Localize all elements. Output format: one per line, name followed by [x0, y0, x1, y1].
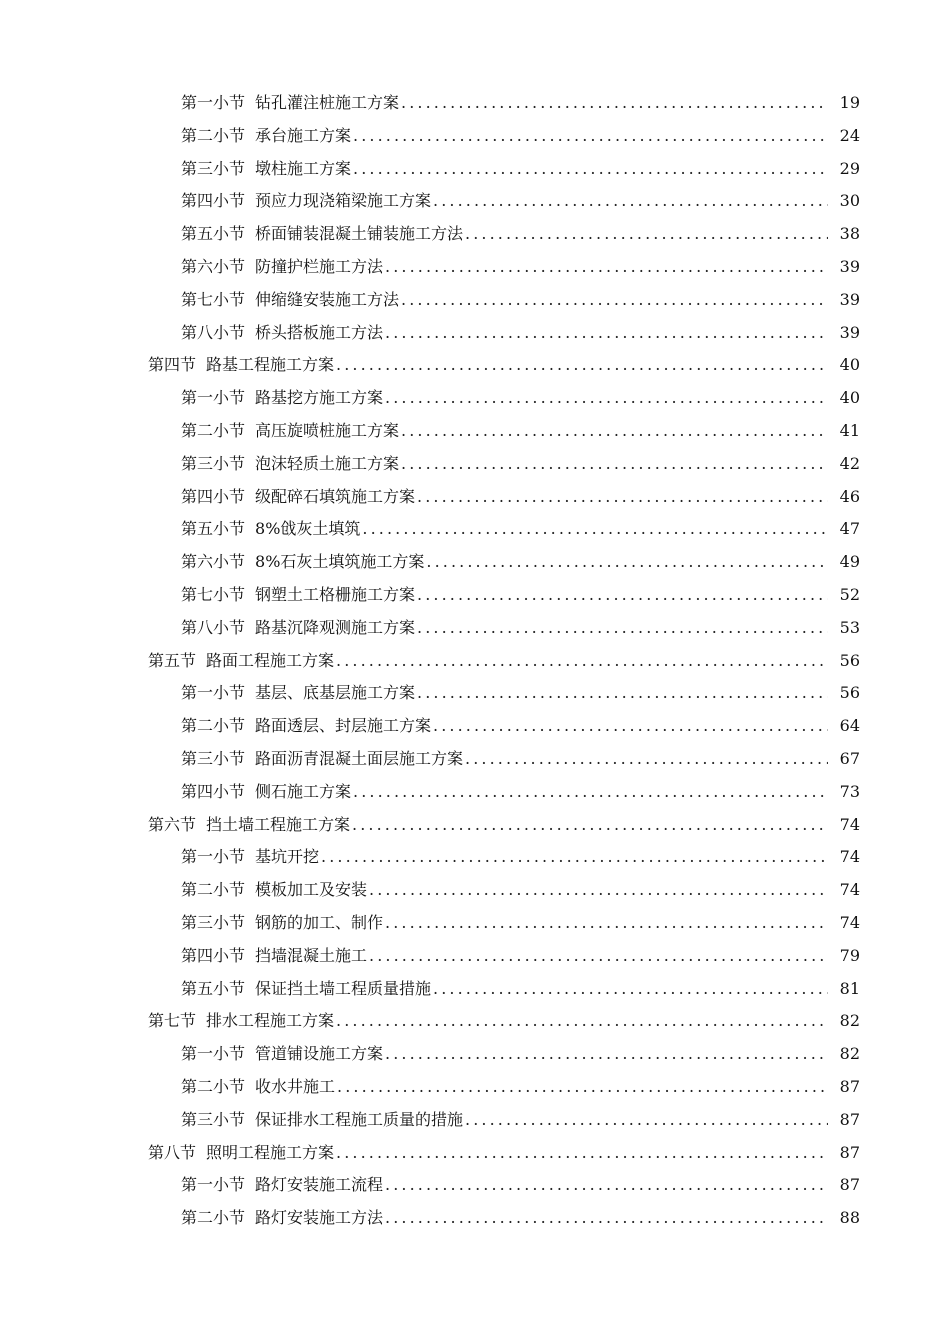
dot-leader — [336, 349, 828, 382]
toc-entry-title: 承台施工方案 — [255, 125, 352, 145]
toc-entry-number: 第五小节 — [181, 519, 246, 539]
toc-entry-number: 第一小节 — [181, 1175, 246, 1195]
toc-entry-title: 挡墙混凝土施工 — [255, 945, 368, 965]
dot-leader — [401, 87, 828, 120]
toc-entry-title: 基坑开挖 — [255, 847, 320, 867]
dot-leader — [465, 218, 828, 251]
toc-entry-page-number: 74 — [839, 912, 860, 932]
toc-section-entry — [0, 349, 950, 382]
toc-entry-title: 模板加工及安装 — [255, 880, 368, 900]
toc-subsection-entry — [0, 120, 950, 153]
toc-entry-number: 第二小节 — [181, 420, 246, 440]
toc-entry-page-number: 29 — [839, 158, 860, 178]
dot-leader — [362, 513, 828, 546]
toc-entry-page-number: 39 — [839, 256, 860, 276]
toc-entry-title: 伸缩缝安装施工方法 — [255, 289, 400, 309]
toc-section-entry — [0, 1005, 950, 1038]
table-of-contents — [0, 87, 950, 1235]
dot-leader — [336, 1137, 828, 1170]
dot-leader — [401, 448, 828, 481]
dot-leader — [353, 776, 828, 809]
toc-entry-number: 第八小节 — [181, 617, 246, 637]
toc-entry-title: 级配碎石填筑施工方案 — [255, 486, 416, 506]
toc-entry-page-number: 53 — [839, 617, 860, 637]
toc-entry-page-number: 39 — [839, 289, 860, 309]
toc-entry-number: 第一小节 — [181, 93, 246, 112]
toc-entry-page-number: 74 — [839, 847, 860, 867]
toc-subsection-entry — [0, 907, 950, 940]
toc-subsection-entry — [0, 710, 950, 743]
toc-entry-title: 管道铺设施工方案 — [255, 1044, 384, 1064]
toc-entry-page-number: 87 — [839, 1142, 860, 1162]
toc-entry-page-number: 46 — [839, 486, 860, 506]
toc-entry-number: 第四小节 — [181, 486, 246, 506]
toc-subsection-entry — [0, 841, 950, 874]
toc-subsection-entry — [0, 87, 950, 120]
toc-subsection-entry — [0, 284, 950, 317]
dot-leader — [369, 874, 828, 907]
toc-entry-title: 照明工程施工方案 — [206, 1142, 335, 1162]
toc-entry-page-number: 19 — [839, 93, 860, 112]
toc-entry-title: 路面工程施工方案 — [206, 650, 335, 670]
toc-entry-number: 第二小节 — [181, 716, 246, 736]
toc-subsection-entry — [0, 579, 950, 612]
toc-subsection-entry — [0, 481, 950, 514]
toc-entry-number: 第二小节 — [181, 1208, 246, 1228]
toc-subsection-entry — [0, 513, 950, 546]
toc-entry-page-number: 47 — [839, 519, 860, 539]
toc-entry-page-number: 42 — [839, 453, 860, 473]
dot-leader — [369, 940, 828, 973]
dot-leader — [465, 1104, 828, 1137]
toc-subsection-entry — [0, 1071, 950, 1104]
toc-section-entry — [0, 1137, 950, 1170]
toc-entry-number: 第四小节 — [181, 945, 246, 965]
toc-entry-title: 排水工程施工方案 — [206, 1011, 335, 1031]
toc-entry-page-number: 24 — [839, 125, 860, 145]
dot-leader — [426, 546, 828, 579]
toc-entry-page-number: 82 — [839, 1011, 860, 1031]
toc-subsection-entry — [0, 743, 950, 776]
dot-leader — [433, 973, 828, 1006]
toc-entry-number: 第八节 — [148, 1142, 197, 1162]
toc-entry-page-number: 49 — [839, 552, 860, 572]
toc-subsection-entry — [0, 1038, 950, 1071]
toc-entry-title: 钻孔灌注桩施工方案 — [255, 93, 400, 112]
dot-leader — [385, 382, 828, 415]
toc-entry-title: 基层、底基层施工方案 — [255, 683, 416, 703]
toc-entry-title: 收水井施工 — [255, 1076, 336, 1096]
toc-entry-title: 墩柱施工方案 — [255, 158, 352, 178]
toc-entry-page-number: 64 — [839, 716, 860, 736]
toc-subsection-entry — [0, 1202, 950, 1235]
dot-leader — [353, 153, 828, 186]
toc-entry-title: 路基挖方施工方案 — [255, 388, 384, 408]
toc-entry-number: 第四小节 — [181, 781, 246, 801]
toc-entry-number: 第三小节 — [181, 748, 246, 768]
toc-entry-number: 第一小节 — [181, 388, 246, 408]
toc-entry-page-number: 81 — [839, 978, 860, 998]
dot-leader — [336, 1005, 828, 1038]
toc-entry-number: 第七小节 — [181, 289, 246, 309]
toc-entry-title: 8%石灰土填筑施工方案 — [255, 552, 425, 572]
dot-leader — [433, 710, 828, 743]
toc-entry-page-number: 82 — [839, 1044, 860, 1064]
toc-subsection-entry — [0, 677, 950, 710]
toc-subsection-entry — [0, 940, 950, 973]
dot-leader — [417, 677, 828, 710]
dot-leader — [385, 1202, 828, 1235]
dot-leader — [352, 809, 828, 842]
toc-entry-number: 第四节 — [148, 355, 197, 375]
toc-subsection-entry — [0, 776, 950, 809]
toc-entry-number: 第五节 — [148, 650, 197, 670]
toc-entry-title: 路面透层、封层施工方案 — [255, 716, 432, 736]
toc-entry-title: 高压旋喷桩施工方案 — [255, 420, 400, 440]
dot-leader — [417, 481, 828, 514]
toc-entry-page-number: 40 — [839, 388, 860, 408]
toc-entry-title: 桥头搭板施工方法 — [255, 322, 384, 342]
dot-leader — [336, 645, 828, 678]
toc-section-entry — [0, 809, 950, 842]
toc-subsection-entry — [0, 153, 950, 186]
dot-leader — [337, 1071, 828, 1104]
toc-entry-number: 第六节 — [148, 814, 197, 834]
toc-subsection-entry — [0, 612, 950, 645]
dot-leader — [433, 185, 828, 218]
toc-entry-page-number: 56 — [839, 683, 860, 703]
toc-subsection-entry — [0, 1169, 950, 1202]
toc-entry-number: 第三小节 — [181, 453, 246, 473]
toc-entry-page-number: 39 — [839, 322, 860, 342]
dot-leader — [465, 743, 828, 776]
toc-entry-title: 保证排水工程施工质量的措施 — [255, 1109, 464, 1129]
toc-entry-page-number: 87 — [839, 1109, 860, 1129]
dot-leader — [417, 612, 828, 645]
toc-entry-page-number: 87 — [839, 1175, 860, 1195]
toc-entry-page-number: 38 — [839, 224, 860, 244]
dot-leader — [385, 1169, 828, 1202]
toc-entry-title: 保证挡土墙工程质量措施 — [255, 978, 432, 998]
toc-entry-number: 第五小节 — [181, 978, 246, 998]
toc-subsection-entry — [0, 874, 950, 907]
toc-subsection-entry — [0, 317, 950, 350]
toc-entry-title: 桥面铺装混凝土铺装施工方法 — [255, 224, 464, 244]
toc-entry-title: 防撞护栏施工方法 — [255, 256, 384, 276]
toc-entry-title: 路灯安装施工流程 — [255, 1175, 384, 1195]
toc-entry-title: 预应力现浇箱梁施工方案 — [255, 191, 432, 211]
toc-entry-page-number: 67 — [839, 748, 860, 768]
toc-subsection-entry — [0, 218, 950, 251]
dot-leader — [385, 907, 828, 940]
toc-entry-page-number: 87 — [839, 1076, 860, 1096]
dot-leader — [401, 415, 828, 448]
toc-entry-number: 第四小节 — [181, 191, 246, 211]
toc-entry-page-number: 73 — [839, 781, 860, 801]
toc-entry-number: 第七小节 — [181, 584, 246, 604]
dot-leader — [417, 579, 828, 612]
toc-subsection-entry — [0, 382, 950, 415]
toc-subsection-entry — [0, 546, 950, 579]
toc-entry-number: 第三小节 — [181, 1109, 246, 1129]
toc-entry-title: 路面沥青混凝土面层施工方案 — [255, 748, 464, 768]
toc-entry-page-number: 74 — [839, 814, 860, 834]
toc-subsection-entry — [0, 251, 950, 284]
toc-entry-number: 第五小节 — [181, 224, 246, 244]
toc-entry-page-number: 88 — [839, 1208, 860, 1228]
toc-subsection-entry — [0, 448, 950, 481]
toc-entry-number: 第一小节 — [181, 847, 246, 867]
toc-subsection-entry — [0, 1104, 950, 1137]
toc-entry-number: 第三小节 — [181, 912, 246, 932]
dot-leader — [385, 317, 828, 350]
toc-entry-page-number: 52 — [839, 584, 860, 604]
toc-entry-title: 路基工程施工方案 — [206, 355, 335, 375]
dot-leader — [385, 1038, 828, 1071]
toc-entry-title: 挡土墙工程施工方案 — [206, 814, 351, 834]
toc-entry-number: 第一小节 — [181, 1044, 246, 1064]
toc-entry-title: 路基沉降观测施工方案 — [255, 617, 416, 637]
toc-entry-title: 侧石施工方案 — [255, 781, 352, 801]
toc-entry-title: 钢塑土工格栅施工方案 — [255, 584, 416, 604]
toc-entry-number: 第三小节 — [181, 158, 246, 178]
dot-leader — [385, 251, 828, 284]
toc-entry-title: 路灯安装施工方法 — [255, 1208, 384, 1228]
toc-entry-number: 第八小节 — [181, 322, 246, 342]
dot-leader — [353, 120, 828, 153]
toc-entry-page-number: 41 — [839, 420, 860, 440]
toc-section-entry — [0, 645, 950, 678]
toc-entry-number: 第六小节 — [181, 256, 246, 276]
toc-entry-number: 第六小节 — [181, 552, 246, 572]
toc-entry-title: 泡沫轻质土施工方案 — [255, 453, 400, 473]
toc-entry-number: 第一小节 — [181, 683, 246, 703]
toc-entry-title: 钢筋的加工、制作 — [255, 912, 384, 932]
toc-entry-page-number: 79 — [839, 945, 860, 965]
dot-leader — [401, 284, 828, 317]
toc-subsection-entry — [0, 973, 950, 1006]
dot-leader — [321, 841, 828, 874]
toc-entry-page-number: 74 — [839, 880, 860, 900]
toc-entry-page-number: 40 — [839, 355, 860, 375]
toc-entry-page-number: 56 — [839, 650, 860, 670]
toc-entry-title: 8%戗灰土填筑 — [255, 519, 361, 539]
toc-entry-number: 第二小节 — [181, 880, 246, 900]
toc-entry-number: 第七节 — [148, 1011, 197, 1031]
toc-subsection-entry — [0, 415, 950, 448]
toc-entry-number: 第二小节 — [181, 1076, 246, 1096]
toc-entry-page-number: 30 — [839, 191, 860, 211]
toc-subsection-entry — [0, 185, 950, 218]
toc-entry-number: 第二小节 — [181, 125, 246, 145]
